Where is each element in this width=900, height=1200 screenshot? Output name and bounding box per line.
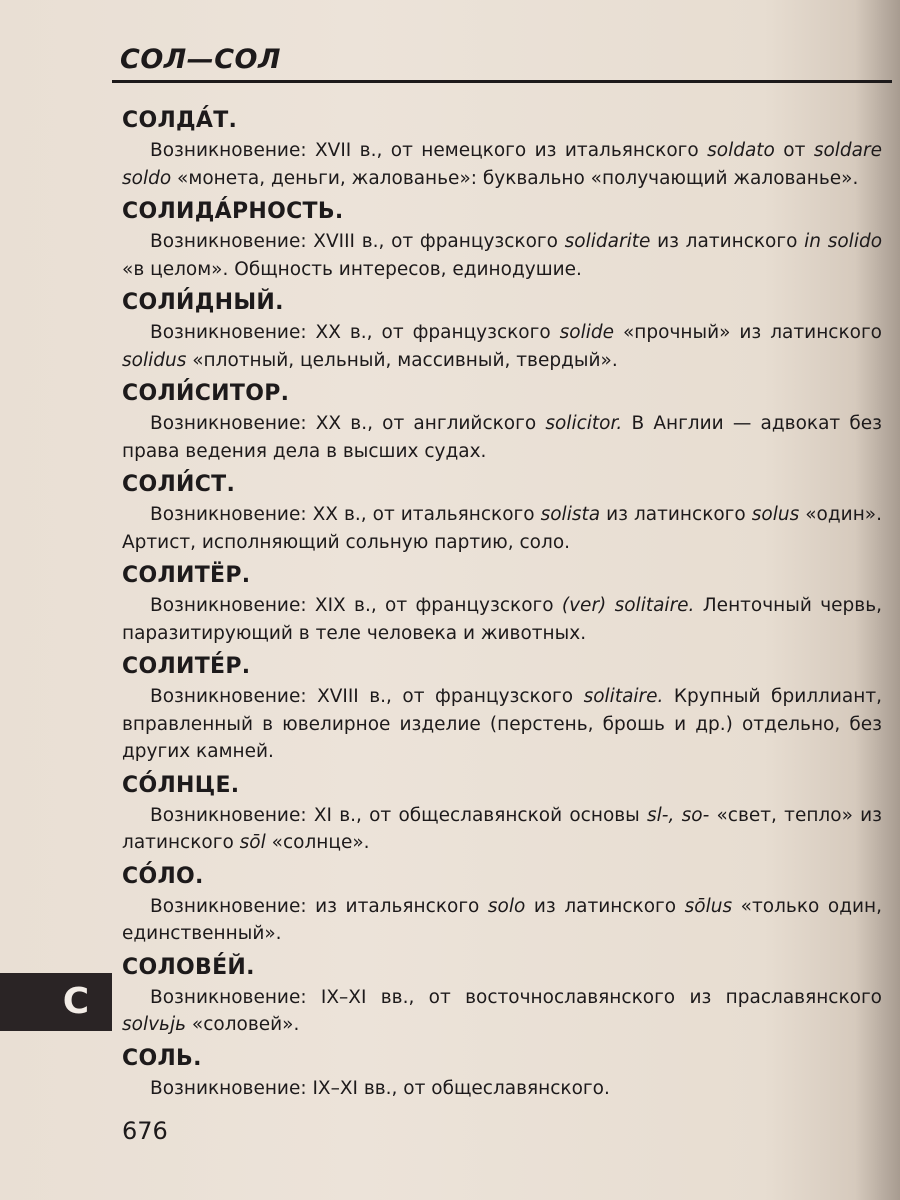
- origin-label: Возникновение: [150, 895, 301, 917]
- definition-text: : из итальянского: [300, 895, 488, 917]
- header-rule: [112, 80, 892, 83]
- thumb-index-letter: С: [62, 981, 90, 1022]
- definition-text: от: [774, 140, 814, 161]
- definition-text: : IX–XI вв., от общеславянского.: [300, 1077, 610, 1099]
- entry-headword: СОЛИДА́РНОСТЬ.: [122, 199, 344, 224]
- thumb-index-tab: [0, 973, 112, 1031]
- definition-text: : XVIII в., от французского: [300, 231, 565, 252]
- etymon-word: soldare soldo: [122, 140, 882, 189]
- definition-text: из латинского: [525, 895, 685, 917]
- origin-label: Возникновение: [150, 686, 301, 707]
- origin-label: Возникновение: [150, 986, 301, 1008]
- etymon-word: solidus: [122, 349, 187, 371]
- definition-text: : XX в., от итальянского: [300, 504, 541, 525]
- definition-text: «монета, деньги, жалованье»: буквально «получающий жалованье».: [171, 167, 859, 189]
- definition-text: : XI в., от общеславянской основы: [300, 804, 648, 826]
- etymon-word: in solido: [804, 231, 883, 252]
- etymon-word: solitaire.: [583, 686, 664, 707]
- etymon-word: sl-, so-: [647, 804, 710, 826]
- origin-label: Возникновение: [150, 595, 301, 616]
- definition-text: «только один, единственный».: [122, 895, 882, 944]
- definition-text: «прочный» из латинского: [614, 322, 882, 343]
- dictionary-entry: [122, 1044, 882, 1103]
- page-number: 676: [122, 1117, 168, 1145]
- origin-label: Возникновение: [150, 1077, 301, 1099]
- entry-definition: [122, 137, 882, 192]
- dictionary-entry: [122, 470, 882, 556]
- dictionary-entry: [122, 379, 882, 465]
- origin-label: Возникновение: [150, 140, 301, 161]
- entry-headword: СО́ЛО.: [122, 863, 204, 889]
- definition-text: : IX–XI вв., от восточнославянского из праславянского: [300, 986, 882, 1008]
- entry-definition: [122, 228, 882, 283]
- entry-headword: СОЛДА́Т.: [122, 108, 238, 133]
- etymon-word: sōl: [239, 832, 266, 853]
- definition-text: «соловей».: [186, 1014, 300, 1035]
- entry-definition: [122, 410, 882, 465]
- origin-label: Возникновение: [150, 413, 301, 434]
- entry-headword: СОЛИ́ДНЫЙ.: [122, 290, 284, 315]
- entry-headword: СО́ЛНЦЕ.: [122, 772, 240, 798]
- entry-definition: [122, 893, 882, 948]
- dictionary-entry: [122, 197, 882, 283]
- origin-label: Возникновение: [150, 322, 301, 343]
- dictionary-entry: [122, 106, 882, 192]
- entry-definition: [122, 319, 882, 374]
- entry-headword: СОЛИ́СТ.: [122, 472, 236, 497]
- origin-label: Возникновение: [150, 804, 301, 826]
- definition-text: : XIX в., от французского: [300, 595, 562, 616]
- dictionary-entry: [122, 652, 882, 766]
- definition-text: : XX в., от английского: [300, 413, 546, 434]
- definition-text: «в целом». Общность интересов, единодушие.: [122, 258, 582, 280]
- etymon-word: solvьjь: [122, 1014, 186, 1035]
- entry-definition: [122, 1075, 882, 1103]
- dictionary-entries: [122, 106, 882, 1107]
- definition-text: «один». Артист, исполняющий сольную партию, соло.: [122, 504, 882, 553]
- running-head: СОЛ—СОЛ: [120, 44, 281, 75]
- etymon-word: solidarite: [564, 231, 651, 252]
- etymon-word: solo: [487, 895, 526, 917]
- origin-label: Возникновение: [150, 504, 301, 525]
- entry-definition: [122, 592, 882, 647]
- etymon-word: solide: [559, 322, 614, 343]
- etymon-word: sōlus: [684, 895, 733, 917]
- definition-text: из латинского: [650, 231, 805, 252]
- dictionary-entry: [122, 288, 882, 374]
- definition-text: Ленточный червь, паразитирующий в теле человека и животных.: [122, 595, 882, 644]
- dictionary-entry: [122, 862, 882, 948]
- entry-headword: СОЛИТЕ́Р.: [122, 654, 251, 679]
- entry-headword: СОЛЬ.: [122, 1045, 202, 1071]
- definition-text: : XX в., от французского: [300, 322, 560, 343]
- definition-text: : XVII в., от немецкого из итальянского: [300, 140, 708, 161]
- entry-definition: [122, 683, 882, 766]
- etymon-word: solus: [751, 504, 800, 525]
- etymon-word: solista: [540, 504, 601, 525]
- definition-text: «солнце».: [265, 832, 370, 853]
- definition-text: : XVIII в., от французского: [300, 686, 584, 707]
- entry-definition: [122, 984, 882, 1039]
- etymon-word: (ver) solitaire.: [561, 595, 695, 616]
- dictionary-entry: [122, 953, 882, 1039]
- definition-text: «свет, тепло» из латинского: [122, 804, 882, 853]
- entry-headword: СОЛИТЁР.: [122, 563, 251, 588]
- dictionary-entry: [122, 771, 882, 857]
- definition-text: Крупный бриллиант, вправленный в ювелирное изделие (перстень, брошь и др.) отдельно, без других камней.: [122, 686, 882, 762]
- entry-definition: [122, 802, 882, 857]
- entry-headword: СОЛИ́СИТОР.: [122, 381, 290, 406]
- etymon-word: solicitor.: [545, 413, 623, 434]
- entry-definition: [122, 501, 882, 556]
- definition-text: В Англии — адвокат без права ведения дела в высших судах.: [122, 413, 882, 462]
- definition-text: «плотный, цельный, массивный, твердый».: [186, 349, 618, 371]
- etymon-word: soldato: [707, 140, 775, 161]
- dictionary-entry: [122, 561, 882, 647]
- definition-text: из латинского: [600, 504, 752, 525]
- entry-headword: СОЛОВЕ́Й.: [122, 954, 255, 980]
- origin-label: Возникновение: [150, 231, 301, 252]
